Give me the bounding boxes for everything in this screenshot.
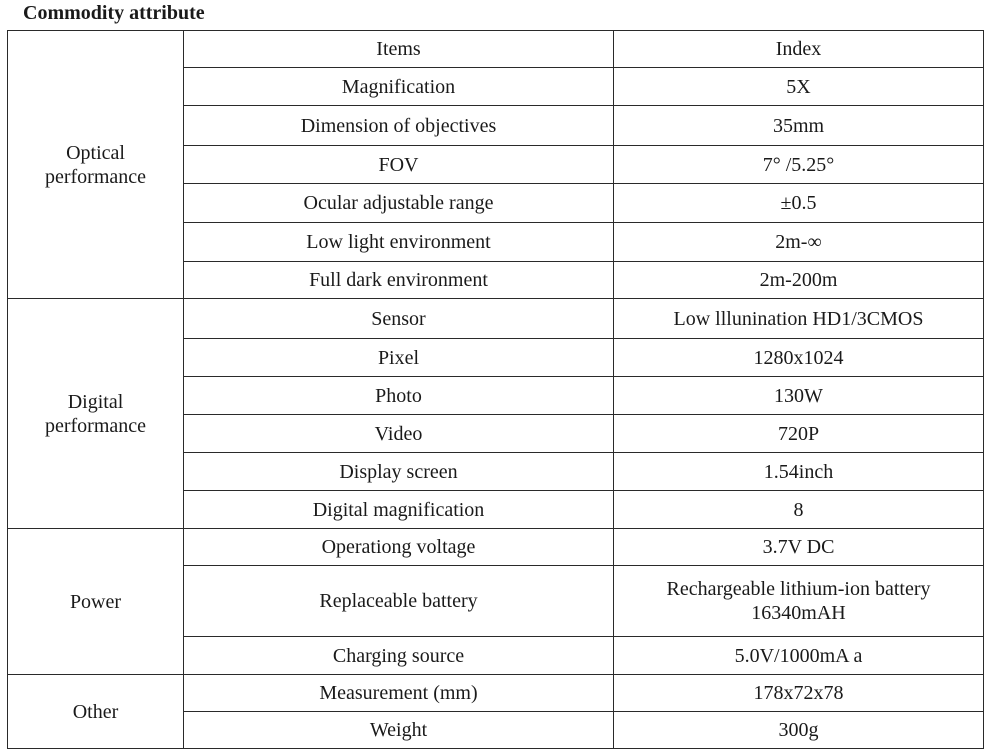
value-cell (614, 566, 984, 637)
value-cell: 178x72x78 (614, 675, 984, 712)
value-cell: 8 (614, 491, 984, 529)
item-cell: Replaceable battery (184, 566, 614, 637)
category-label-line: performance (44, 165, 147, 188)
category-other: Other (8, 675, 184, 749)
table-header-row (8, 31, 984, 68)
value-line: Rechargeable lithium-ion battery (666, 578, 931, 600)
value-cell: 3.7V DC (614, 529, 984, 566)
value-cell: ±0.5 (614, 184, 984, 223)
item-cell: Weight (184, 712, 614, 749)
category-label-line: Optical (66, 141, 125, 164)
item-cell: Sensor (184, 299, 614, 339)
item-cell: Photo (184, 377, 614, 415)
value-cell: 5X (614, 68, 984, 106)
value-line: 16340mAH (751, 602, 846, 624)
item-cell: Dimension of objectives (184, 106, 614, 146)
header-items: Items (184, 31, 614, 68)
table-row (8, 529, 984, 566)
item-cell: Low light environment (184, 223, 614, 262)
value-cell: 2m-∞ (614, 223, 984, 262)
category-label-line: Digital (67, 390, 124, 413)
item-cell: Full dark environment (184, 262, 614, 299)
value-cell: 5.0V/1000mA a (614, 637, 984, 675)
category-label-line: performance (44, 414, 147, 437)
item-cell: Measurement (mm) (184, 675, 614, 712)
value-cell: 720P (614, 415, 984, 453)
value-cell: 300g (614, 712, 984, 749)
item-cell: Ocular adjustable range (184, 184, 614, 223)
value-cell: 7° /5.25° (614, 146, 984, 184)
value-cell: 1.54inch (614, 453, 984, 491)
item-cell: Pixel (184, 339, 614, 377)
item-cell: Digital magnification (184, 491, 614, 529)
item-cell: Magnification (184, 68, 614, 106)
category-power: Power (8, 529, 184, 675)
commodity-attribute-table (7, 30, 984, 749)
value-cell: 1280x1024 (614, 339, 984, 377)
value-cell: 130W (614, 377, 984, 415)
header-index: Index (614, 31, 984, 68)
category-digital-performance (8, 299, 184, 529)
value-cell: Low lllunination HD1/3CMOS (614, 299, 984, 339)
value-cell: 2m-200m (614, 262, 984, 299)
item-cell: FOV (184, 146, 614, 184)
table-row (8, 675, 984, 712)
page-title: Commodity attribute (23, 2, 205, 24)
item-cell: Charging source (184, 637, 614, 675)
item-cell: Display screen (184, 453, 614, 491)
value-cell: 35mm (614, 106, 984, 146)
category-optical-performance (8, 31, 184, 299)
item-cell: Video (184, 415, 614, 453)
table-row (8, 299, 984, 339)
item-cell: Operationg voltage (184, 529, 614, 566)
